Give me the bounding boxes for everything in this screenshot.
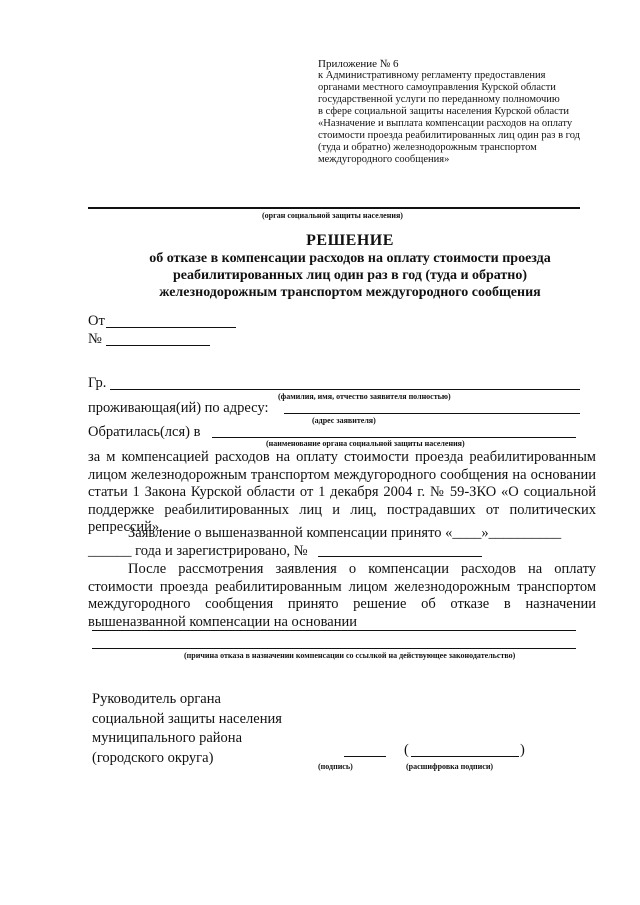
registration-number-text	[88, 543, 508, 561]
signer-line: Руководитель органа	[92, 691, 221, 707]
applied-field	[212, 437, 576, 438]
subtitle-line: реабилитированных лиц один раз в год (туда и обратно)	[172, 268, 528, 283]
paragraph-decision: После рассмотрения заявления о компенсации расходов на оплату стоимости проезда реабилитированным лицом железнодорожным транспортом междугородного сообщения принято решение об отказе в назначении вышеназванной компенсации на основании	[88, 561, 596, 630]
appendix-line: (туда и обратно) железнодорожным транспортом	[318, 142, 537, 153]
decode-field	[411, 756, 519, 757]
reason-line-2	[92, 648, 576, 649]
paragraph-application: Заявление о вышеназванной компенсации принято «____»__________	[128, 525, 562, 541]
from-label: От	[88, 313, 105, 329]
signer-line: социальной защиты населения	[92, 710, 282, 727]
decode-caption: (расшифровка подписи)	[406, 762, 494, 771]
document-title: РЕШЕНИЕ	[306, 232, 394, 249]
organ-line	[88, 207, 580, 209]
applied-caption: (наименование органа социальной защиты населения)	[266, 439, 465, 448]
appendix-line: «Назначение и выплата компенсации расходов на оплату	[318, 118, 573, 129]
decode-close-paren: )	[520, 742, 525, 758]
appendix-line: междугородного сообщения»	[318, 154, 450, 165]
appendix-line: к Административному регламенту предоставления	[318, 70, 546, 81]
signer-line: (городского округа)	[92, 749, 214, 766]
registration-number-field	[318, 556, 482, 557]
organ-caption: (орган социальной защиты населения)	[262, 211, 403, 220]
appendix-number: Приложение № 6	[318, 58, 399, 70]
applied-label: Обратилась(лся) в	[88, 424, 201, 440]
paragraph-compensation: за м компенсацией расходов на оплату стоимости проезда реабилитированным лицом железнодорожным транспортом междугородного сообщения на основании статьи 1 Закона Курской области от 1 декабря 2004 г. № 59-ЗКО «О социальной поддержке реабилитированных лиц и лиц, пострадавших от политических репрессий».	[88, 449, 596, 535]
from-field	[106, 327, 236, 328]
reason-line-1	[92, 630, 576, 631]
signature-caption: (подпись)	[318, 762, 353, 771]
body-text	[88, 449, 596, 537]
decision-text	[88, 561, 596, 631]
signature-field	[344, 756, 386, 757]
citizen-label: Гр.	[88, 375, 107, 391]
appendix-block	[318, 58, 618, 166]
subtitle-line: об отказе в компенсации расходов на оплату стоимости проезда	[149, 251, 551, 266]
citizen-field	[110, 389, 580, 390]
decode-open-paren: (	[404, 742, 409, 758]
document-subtitle	[60, 250, 640, 301]
number-field	[106, 345, 210, 346]
signer-block	[92, 690, 332, 768]
paragraph-registered: ______ года и зарегистрировано, №	[88, 543, 308, 559]
number-label: №	[88, 331, 102, 347]
appendix-line: органами местного самоуправления Курской области	[318, 82, 556, 93]
appendix-line: в сфере социальной защиты населения Курской области	[318, 106, 570, 117]
appendix-line: стоимости проезда реабилитированных лиц один раз в год	[318, 130, 580, 141]
address-caption: (адрес заявителя)	[312, 416, 376, 425]
signer-line: муниципального района	[92, 730, 242, 746]
subtitle-line: железнодорожным транспортом междугородного сообщения	[159, 285, 541, 300]
address-field	[284, 413, 580, 414]
reason-caption: (причина отказа в назначении компенсации со ссылкой на действующее законодательство)	[184, 651, 516, 660]
appendix-line: государственной услуги по переданному полномочию	[318, 94, 560, 105]
citizen-caption: (фамилия, имя, отчество заявителя полностью)	[278, 392, 451, 401]
address-label: проживающая(ий) по адресу:	[88, 400, 269, 416]
registration-text	[88, 525, 596, 543]
